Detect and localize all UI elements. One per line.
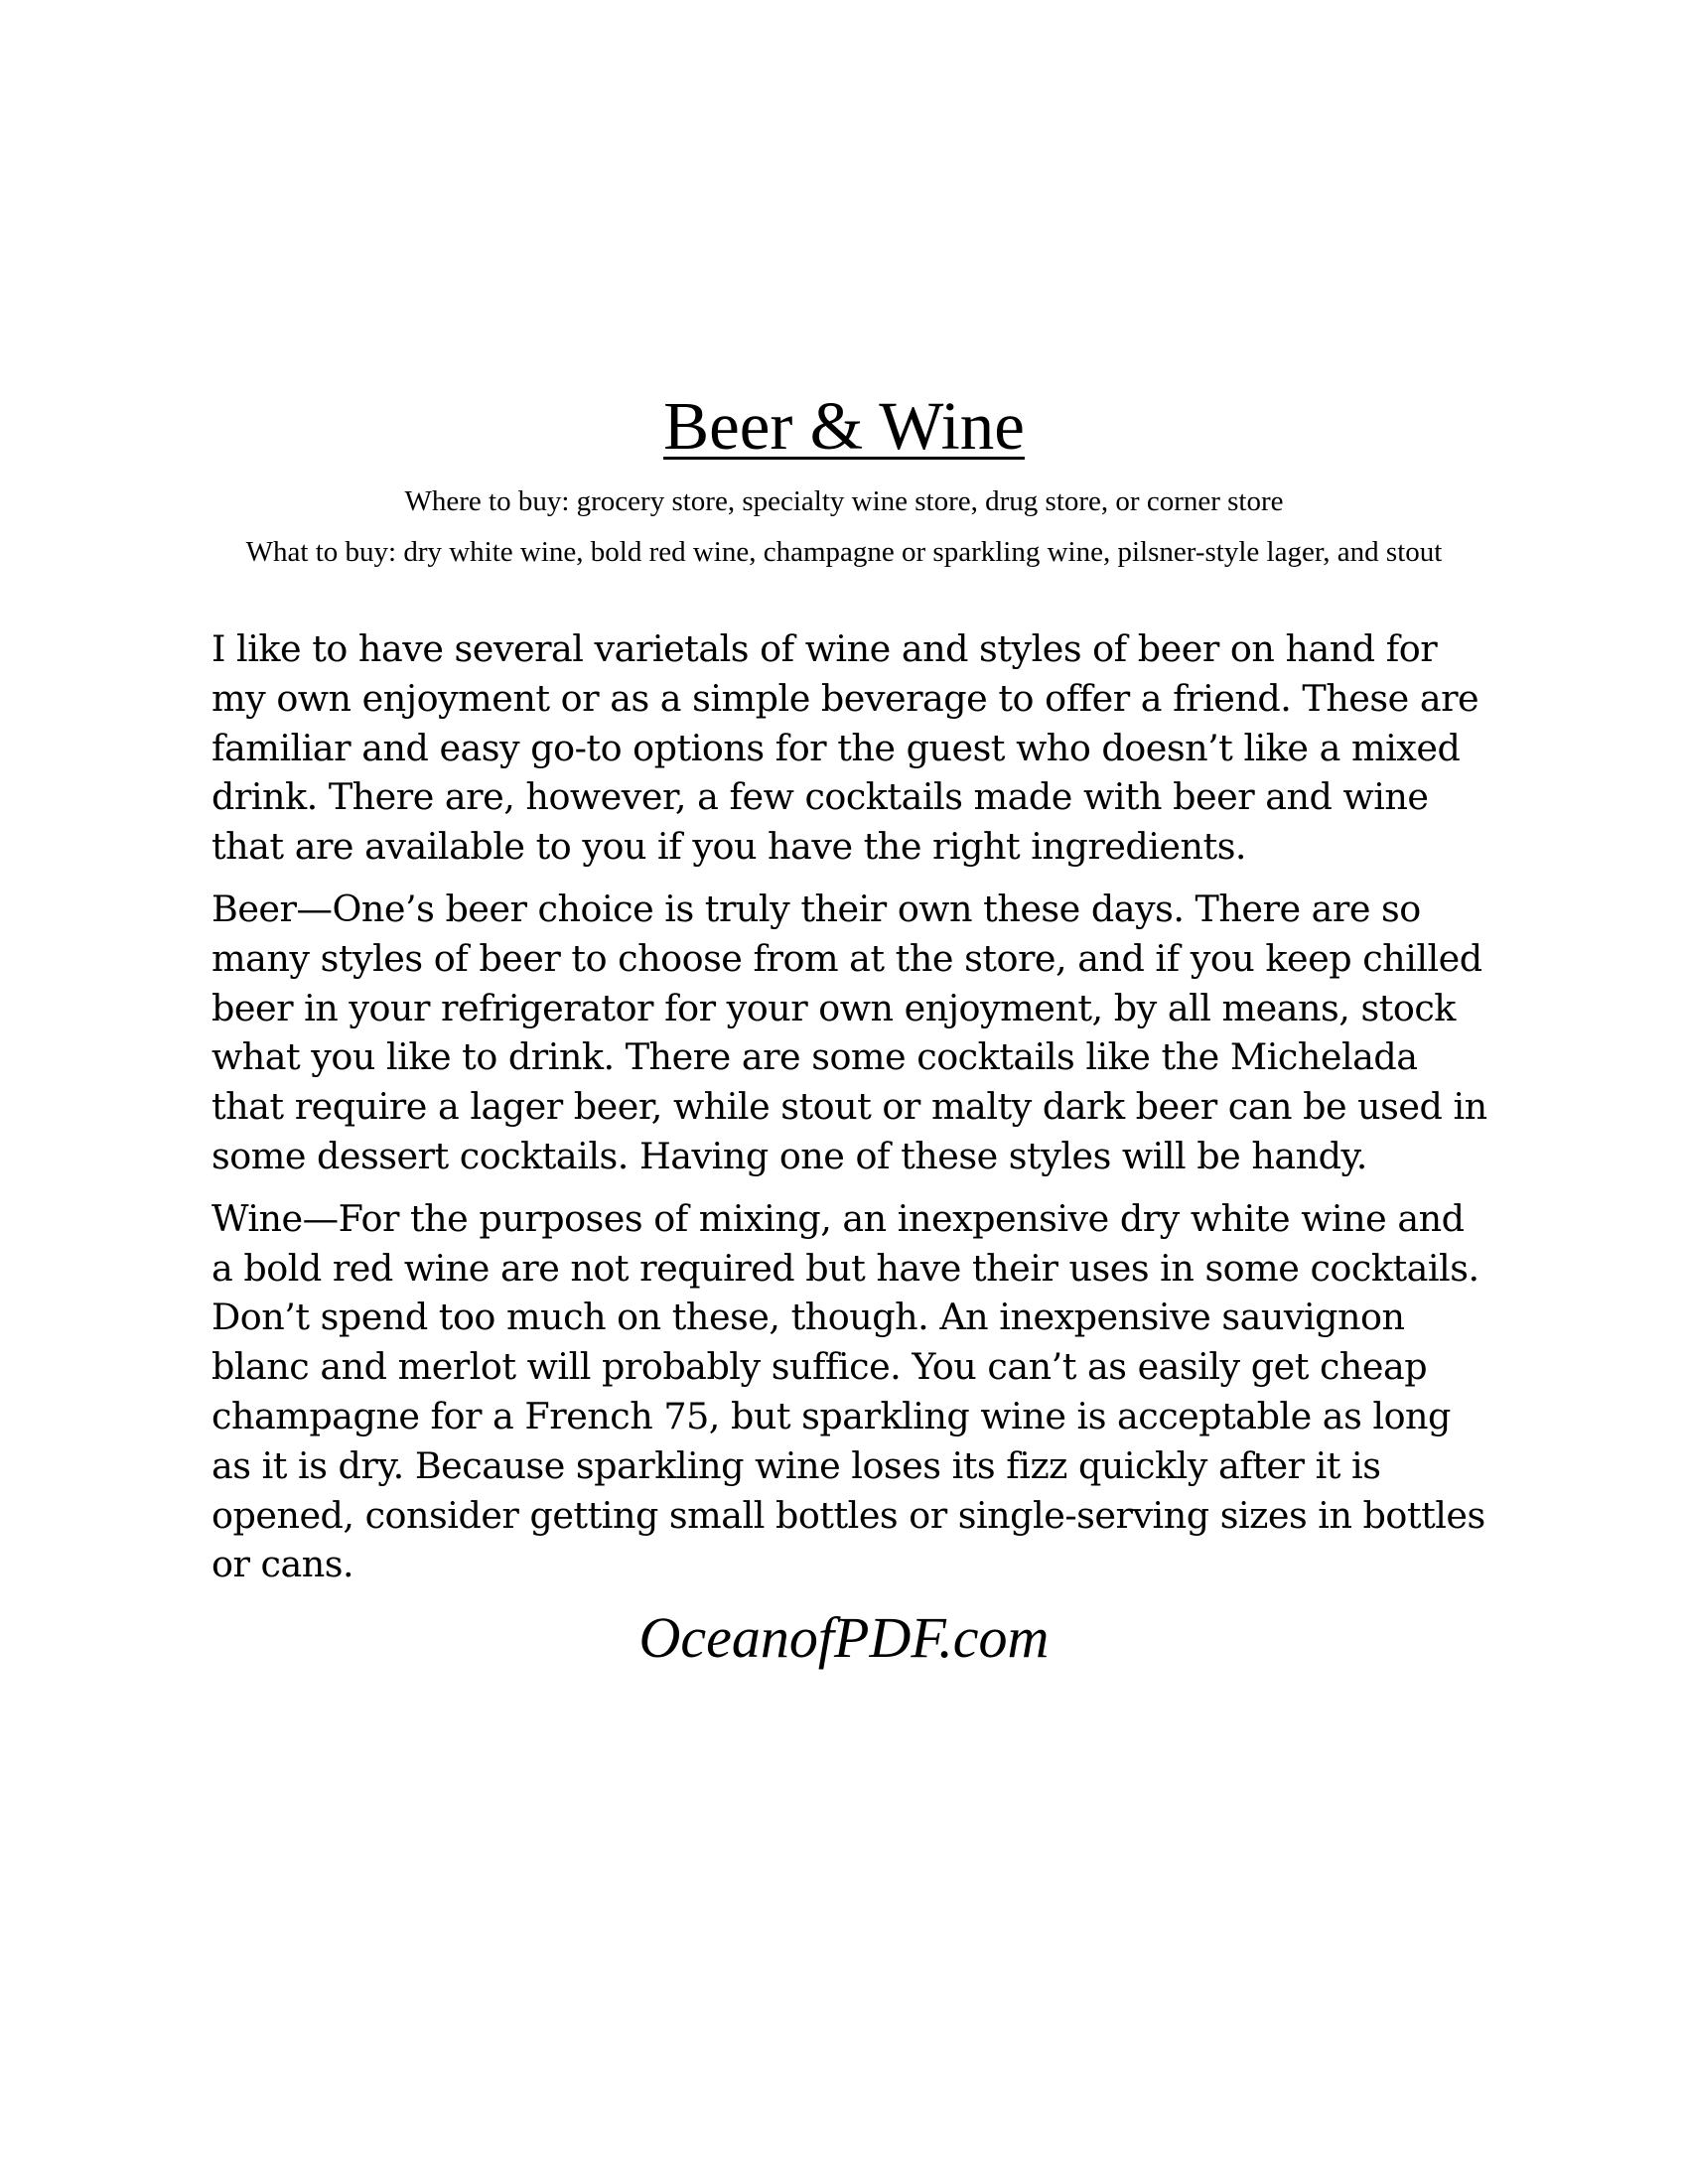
page-title: Beer & Wine: [663, 388, 1025, 464]
body-text: [211, 624, 1492, 1602]
beer-paragraph: Beer—One’s beer choice is truly their own these days. There are so many styles of beer to choose from at the store, and if you keep chilled beer in your refrigerator for your own enjoyment, by all means, stock what you like to drink. There are some cocktails like the Michelada that require a lager beer, while stout or malty dark beer can be used in some dessert cocktails. Having one of these styles will be handy.: [211, 887, 1487, 1177]
watermark-text: OceanofPDF.com: [638, 1605, 1050, 1670]
intro-paragraph: I like to have several varietals of wine and styles of beer on hand for my own enjoyment or as a simple beverage to offer a friend. These are familiar and easy go-to options for the guest who doesn’t like a mixed drink. There are, however, a few cocktails made with beer and wine that are available to you if you have the right ingredients.: [211, 627, 1479, 869]
wine-paragraph: Wine—For the purposes of mixing, an inexpensive dry white wine and a bold red wine are not required but have their uses in some cocktails. Don’t spend too much on these, though. An inexpensive sauvignon blanc and merlot will probably suffice. You can’t as easily get cheap champagne for a French 75, but sparkling wine is acceptable as long as it is dry. Because sparkling wine loses its fizz quickly after it is opened, consider getting small bottles or single-serving sizes in bottles or cans.: [211, 1196, 1485, 1586]
what-to-buy-line: What to buy: dry white wine, bold red wine, champagne or sparkling wine, pilsner-style lager, and stout: [245, 536, 1443, 568]
where-to-buy-line: Where to buy: grocery store, specialty wine store, drug store, or corner store: [404, 485, 1284, 517]
